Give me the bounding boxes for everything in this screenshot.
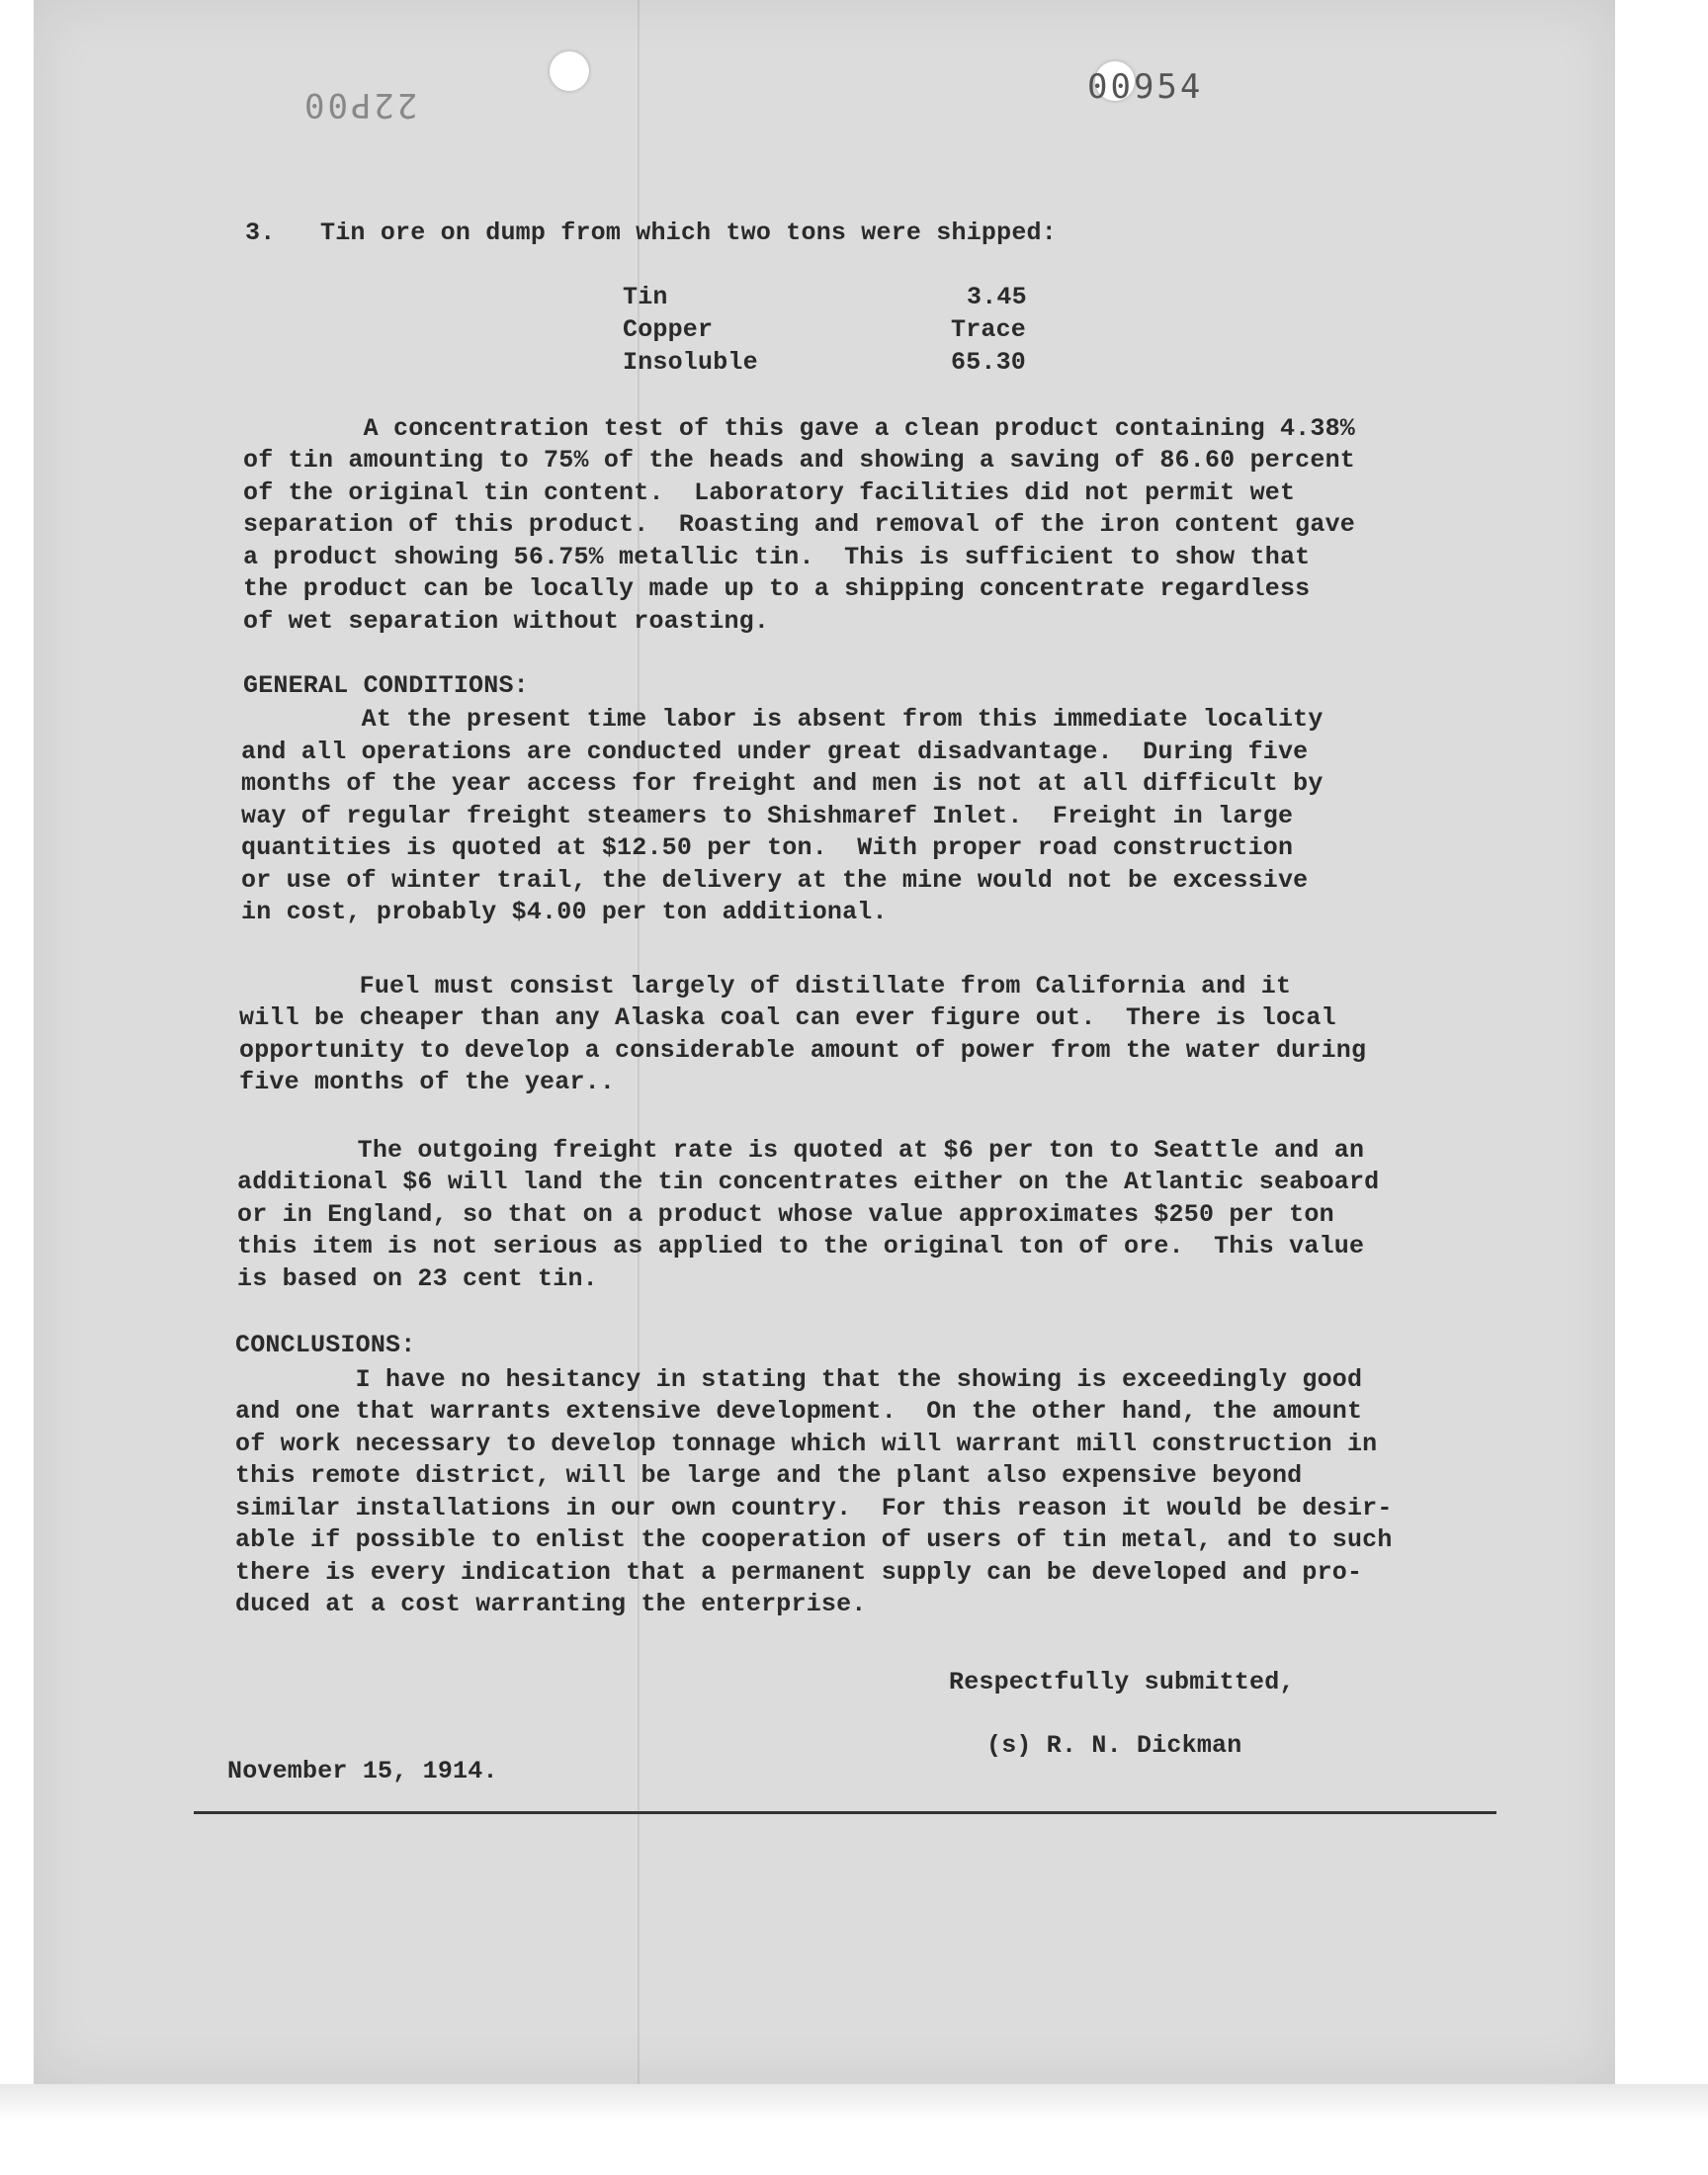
scan-bottom-edge bbox=[0, 2084, 1708, 2175]
paragraph-line: way of regular freight steamers to Shishmaref Inlet. Freight in large bbox=[241, 802, 1294, 830]
paragraph-line: months of the year access for freight and men is not at all difficult by bbox=[241, 769, 1324, 798]
paragraph-line: will be cheaper than any Alaska coal can ever figure out. There is local bbox=[239, 1003, 1336, 1032]
paragraph-line: quantities is quoted at $12.50 per ton. With proper road construction bbox=[241, 833, 1294, 862]
paragraph-line: this remote district, will be large and the plant also expensive beyond bbox=[235, 1461, 1303, 1490]
paragraph-line: The outgoing freight rate is quoted at $6 per ton to Seattle and an bbox=[237, 1136, 1365, 1165]
binder-hole-left bbox=[550, 51, 589, 91]
paragraph-line: of work necessary to develop tonnage which will warrant mill construction in bbox=[235, 1430, 1378, 1458]
general-conditions-heading: GENERAL CONDITIONS: bbox=[243, 671, 529, 700]
document-date: November 15, 1914. bbox=[227, 1757, 498, 1785]
assay-element-copper: Copper bbox=[623, 315, 714, 344]
paragraph-line: in cost, probably $4.00 per ton additional. bbox=[241, 898, 888, 926]
paragraph-line: additional $6 will land the tin concentrates either on the Atlantic seaboard bbox=[237, 1168, 1380, 1196]
archive-stamp-right: 00954 bbox=[1087, 67, 1204, 107]
paragraph-line: of tin amounting to 75% of the heads and showing a saving of 86.60 percent bbox=[243, 446, 1355, 475]
paragraph-line: there is every indication that a permanent supply can be developed and pro- bbox=[235, 1558, 1363, 1587]
paragraph-line: similar installations in our own country. For this reason it would be desir- bbox=[235, 1494, 1393, 1522]
paragraph-line: or use of winter trail, the delivery at the mine would not be excessive bbox=[241, 866, 1309, 895]
paragraph-line: and all operations are conducted under great disadvantage. During five bbox=[241, 738, 1309, 766]
paragraph-line: opportunity to develop a considerable amount of power from the water during bbox=[239, 1036, 1367, 1065]
paragraph-line: five months of the year.. bbox=[239, 1068, 616, 1096]
paragraph-line: of wet separation without roasting. bbox=[243, 607, 770, 636]
signature: (s) R. N. Dickman bbox=[986, 1731, 1242, 1760]
conclusions-heading: CONCLUSIONS: bbox=[235, 1331, 416, 1359]
assay-value-insoluble: 65.30 bbox=[951, 348, 1027, 377]
paragraph-line: duced at a cost warranting the enterprise. bbox=[235, 1590, 867, 1618]
paragraph-line: the product can be locally made up to a shipping concentrate regardless bbox=[243, 574, 1311, 603]
paragraph-line: able if possible to enlist the cooperation of users of tin metal, and to such bbox=[235, 1525, 1393, 1554]
paragraph-line: At the present time labor is absent from this immediate locality bbox=[241, 705, 1324, 734]
paragraph-line: is based on 23 cent tin. bbox=[237, 1264, 598, 1293]
paragraph-line: a product showing 56.75% metallic tin. This is sufficient to show that bbox=[243, 543, 1311, 571]
paragraph-line: Fuel must consist largely of distillate from California and it bbox=[239, 972, 1292, 1000]
assay-value-copper: Trace bbox=[951, 315, 1027, 344]
archive-stamp-left: 22P00 bbox=[301, 85, 418, 125]
paragraph-line: separation of this product. Roasting and removal of the iron content gave bbox=[243, 510, 1355, 539]
paragraph-line: or in England, so that on a product whose value approximates $250 per ton bbox=[237, 1200, 1334, 1229]
assay-element-tin: Tin bbox=[623, 283, 668, 311]
paragraph-line: this item is not serious as applied to the original ton of ore. This value bbox=[237, 1232, 1365, 1261]
item3-heading: 3. Tin ore on dump from which two tons were shipped: bbox=[245, 218, 1057, 247]
paragraph-line: and one that warrants extensive development. On the other hand, the amount bbox=[235, 1397, 1363, 1426]
paragraph-line: of the original tin content. Laboratory facilities did not permit wet bbox=[243, 478, 1296, 507]
closing-text: Respectfully submitted, bbox=[949, 1668, 1295, 1696]
paragraph-line: A concentration test of this gave a clean product containing 4.38% bbox=[243, 414, 1355, 443]
bottom-rule bbox=[194, 1811, 1496, 1814]
assay-value-tin: 3.45 bbox=[967, 283, 1027, 311]
paragraph-line: I have no hesitancy in stating that the showing is exceedingly good bbox=[235, 1365, 1363, 1394]
assay-element-insoluble: Insoluble bbox=[623, 348, 758, 377]
